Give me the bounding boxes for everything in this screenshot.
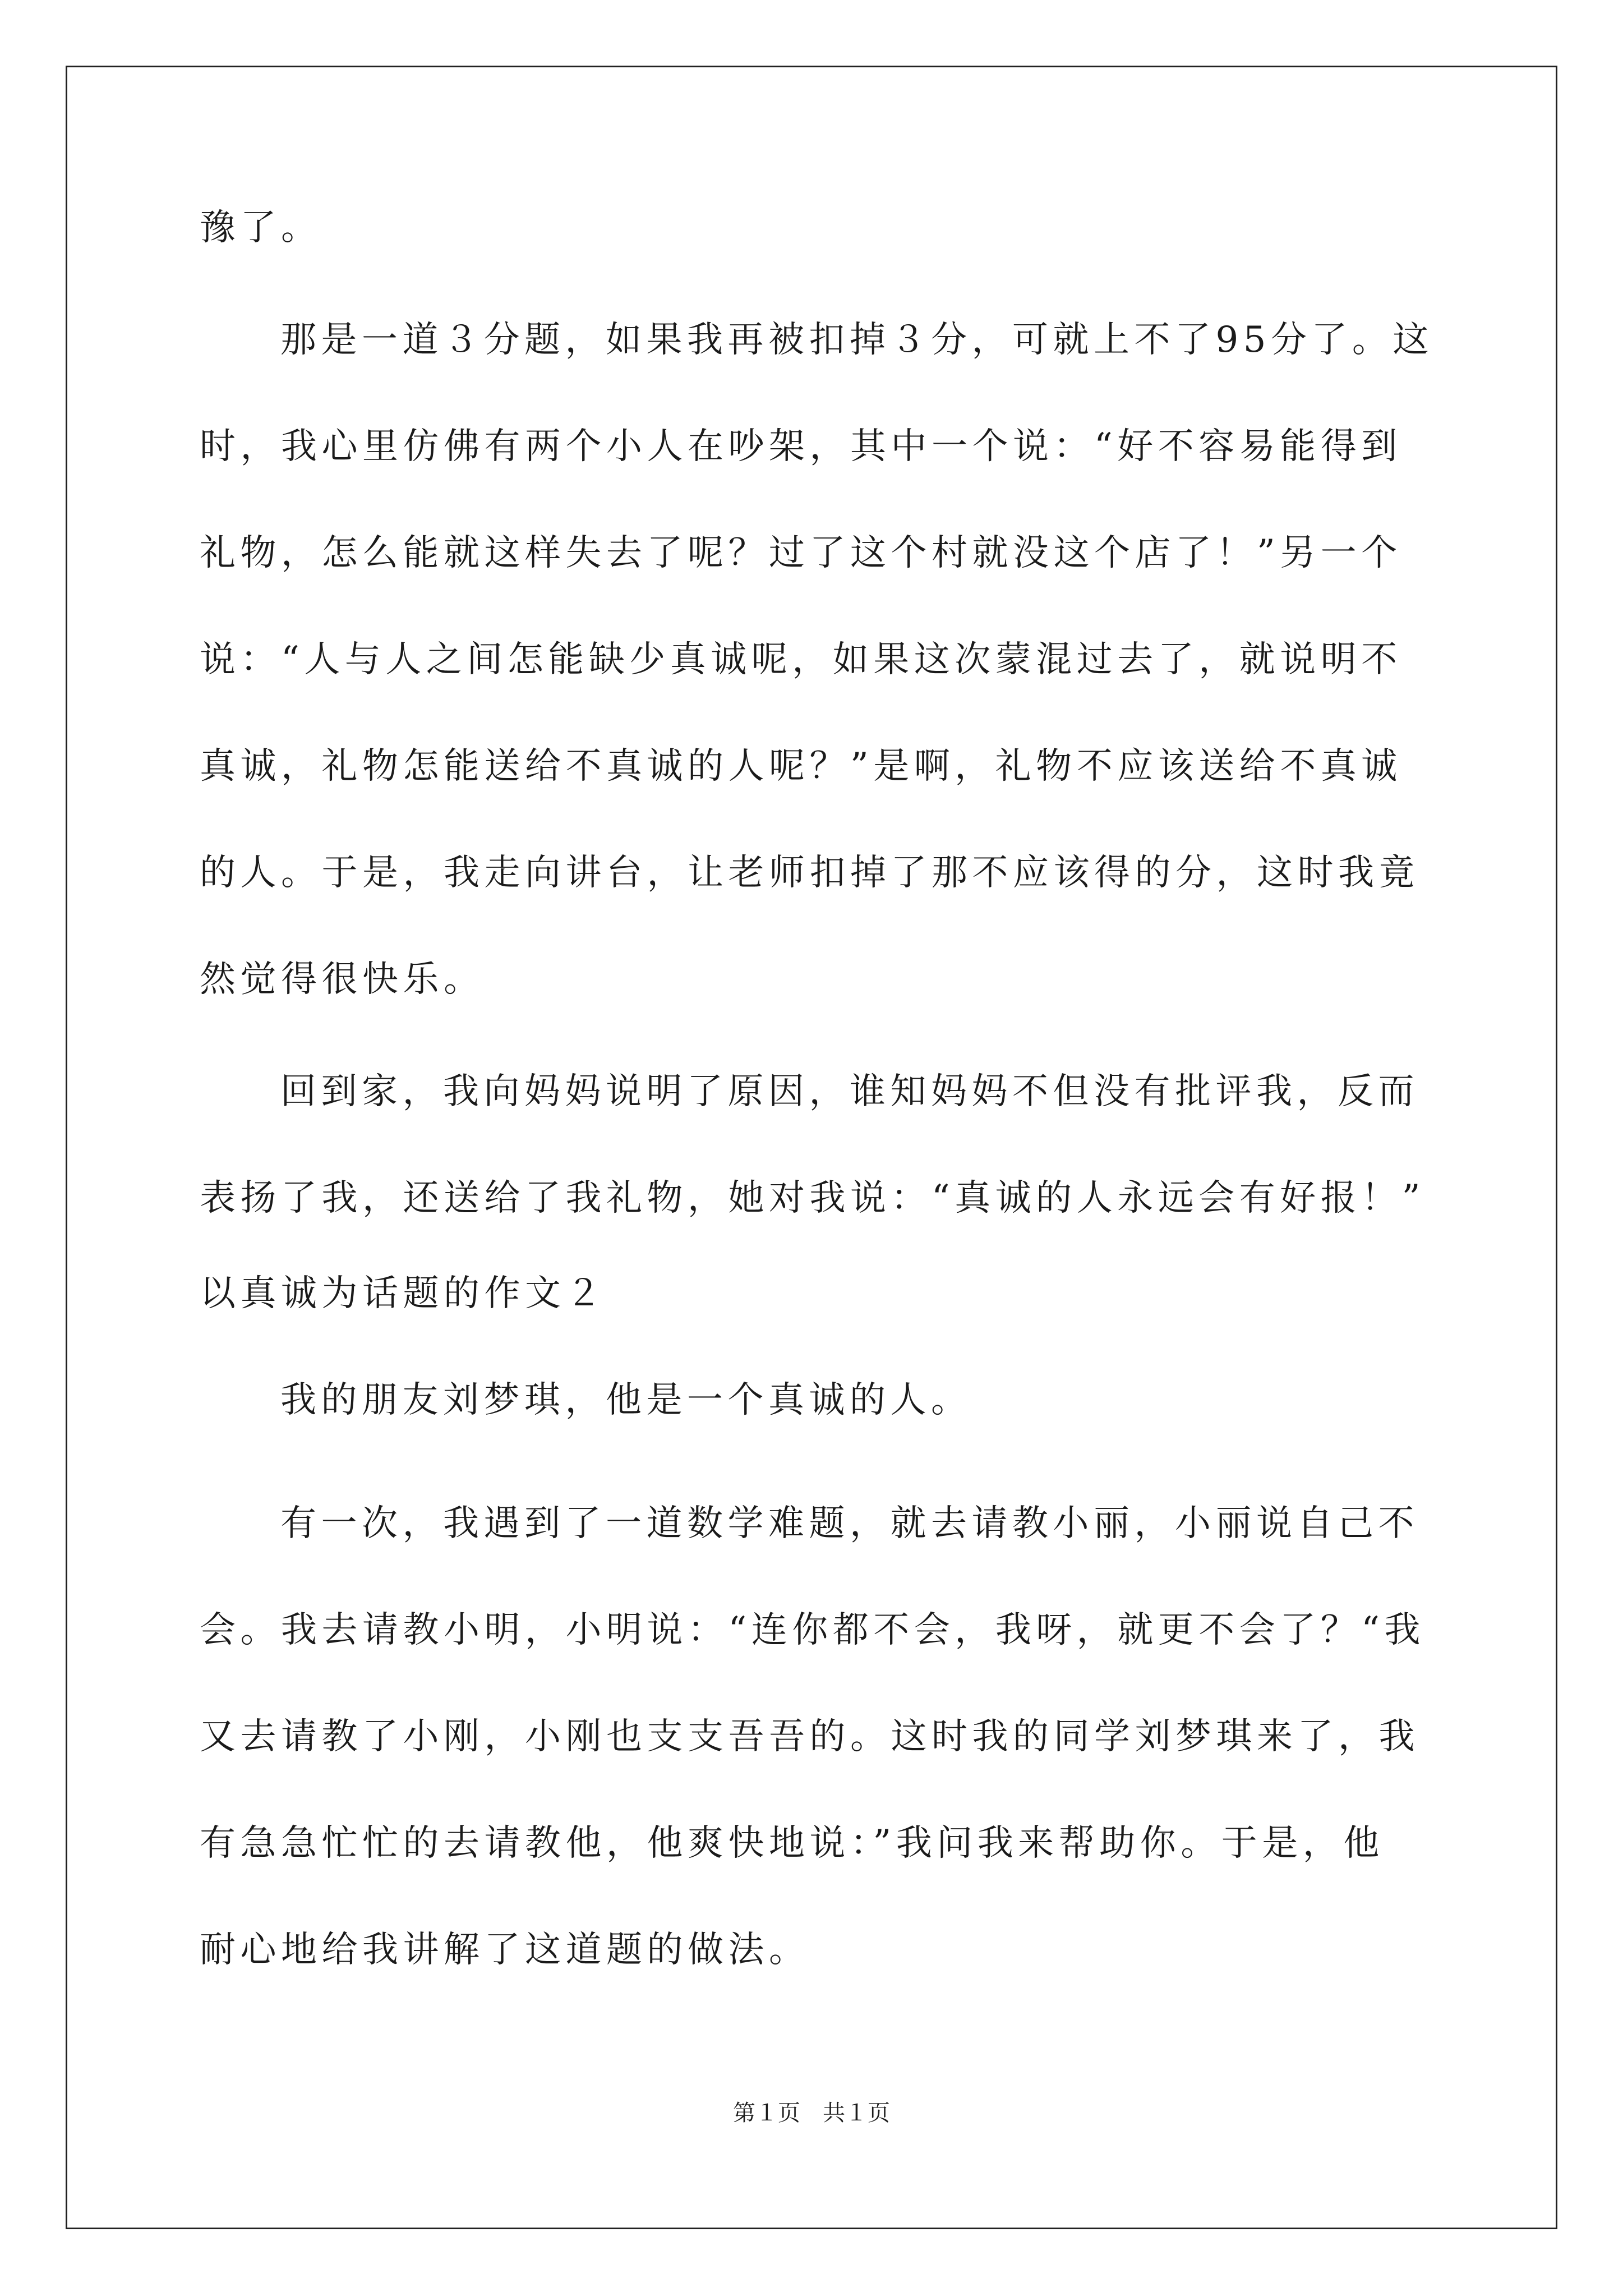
text-line: 有急急忙忙的去请教他，他爽快地说：”我问我来帮助你。于是，他 — [200, 1823, 1384, 1864]
text-line: 时，我心里仿佛有两个小人在吵架，其中一个说：“好不容易能得到 — [200, 426, 1402, 467]
paragraph-first-line: 回到家，我向妈妈说明了原因，谁知妈妈不但没有批评我，反而 — [280, 1071, 1419, 1112]
text-line: 说：“人与人之间怎能缺少真诚呢，如果这次蒙混过去了，就说明不 — [200, 639, 1402, 680]
paragraph-first-line: 那是一道３分题，如果我再被扣掉３分，可就上不了95分了。这 — [280, 319, 1433, 361]
text-line: 又去请教了小刚，小刚也支支吾吾的。这时我的同学刘梦琪来了，我 — [200, 1716, 1419, 1757]
essay-heading: 以真诚为话题的作文２ — [200, 1273, 606, 1314]
text-line: 的人。于是，我走向讲台，让老师扣掉了那不应该得的分，这时我竟 — [200, 852, 1419, 894]
paragraph-first-line: 有一次，我遇到了一道数学难题，就去请教小丽，小丽说自己不 — [280, 1503, 1419, 1544]
text-line: 礼物，怎么能就这样失去了呢？过了这个村就没这个店了！”另一个 — [200, 532, 1402, 574]
text-line: 表扬了我，还送给了我礼物，她对我说：“真诚的人永远会有好报！” — [200, 1177, 1425, 1219]
page-border — [66, 66, 1557, 2229]
text-line: 耐心地给我讲解了这道题的做法。 — [200, 1929, 810, 1971]
text-line: 会。我去请教小明，小明说：“连你都不会，我呀，就更不会了？“我 — [200, 1609, 1425, 1651]
text-line: 真诚，礼物怎能送给不真诚的人呢？”是啊，礼物不应该送给不真诚 — [200, 746, 1402, 787]
paragraph-first-line: 我的朋友刘梦琪，他是一个真诚的人。 — [280, 1379, 972, 1421]
page-number-footer: 第１页 共１页 — [733, 2100, 890, 2126]
text-line: 然觉得很快乐。 — [200, 959, 485, 1000]
text-line: 豫了。 — [200, 207, 322, 249]
